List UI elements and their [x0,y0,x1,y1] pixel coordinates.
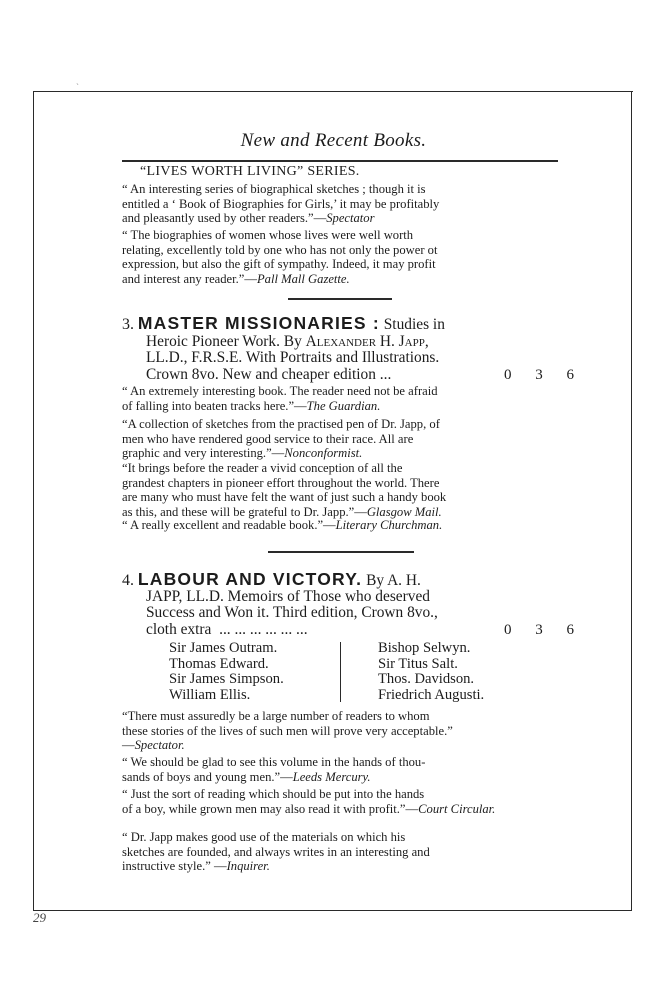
book4-quote-1 [122,709,498,753]
quote-source: Glasgow Mail. [366,504,442,519]
quote-line: “ A really excellent and readable book.”—Literary Churchman. [122,518,443,532]
quote-line: of falling into beaten tracks here.”—The Guardian. [122,398,381,413]
book4-line1 [122,570,421,590]
quote-line: “ An interesting series of biographical sketches ; though it is [122,182,426,196]
book4-dots: ... ... ... ... ... ... [219,621,308,638]
book3-subtitle-start: Studies in [383,316,445,333]
biography-name: Sir James Simpson. [169,671,284,687]
biography-name: Sir James Outram. [169,640,278,656]
series-title: “LIVES WORTH LIVING” SERIES. [140,164,360,179]
top-frame-rule [33,91,633,92]
page-number: 29 [33,910,46,925]
quote-line: sands of boys and young men.”—Leeds Mercury. [122,769,371,784]
quote-line: graphic and very interesting.”—Nonconformist. [122,446,363,461]
quote-line: “It brings before the reader a vivid conception of all the [122,461,403,475]
quote-source: Inquirer. [226,859,270,874]
quote-line: these stories of the lives of such men will prove very acceptable.” [122,723,453,738]
quote-line: “A collection of sketches from the practised pen of Dr. Japp, of [122,417,440,431]
quote-line: “There must assuredly be a large number of readers to whom [122,709,430,723]
section-divider-1 [288,298,392,300]
book3-quote-3 [122,461,498,519]
series-quote-1 [122,182,498,226]
book3-price: 0 3 6 [504,367,584,383]
biography-name: Sir Titus Salt. [378,655,458,672]
quote-line: “ Just the sort of reading which should be put into the hands [122,787,425,801]
quote-source: Spectator. [134,738,185,753]
quote-line: and pleasantly used by other readers.”—Spectator [122,211,375,226]
quote-line: sketches are founded, and always writes in an interesting and [122,844,430,859]
section-divider-2 [268,551,414,553]
quote-source: Pall Mall Gazette. [256,271,350,286]
quote-line: relating, excellently told by one who has not only the power ot [122,242,438,257]
quote-line: as this, and these will be grateful to Dr. Japp.”—Glasgow Mail. [122,504,442,519]
book3-line4: Crown 8vo. New and cheaper edition ... [146,366,392,383]
book3-dots: ... [379,366,392,383]
header-rule [122,160,558,162]
biography-name: Thomas Edward. [169,655,269,672]
book4-byline-start: By A. H. [366,572,421,589]
book3-quote-2 [122,417,498,461]
quote-line: “ Dr. Japp makes good use of the materials on which his [122,830,406,844]
quote-line: expression, but also the gift of sympathy. Indeed, it may profit [122,257,436,272]
book3-author: Alexander H. Japp, [305,333,429,350]
quote-source: Leeds Mercury. [292,769,371,784]
quote-line: and interest any reader.”—Pall Mall Gazette. [122,271,350,286]
quote-line: “ We should be glad to see this volume in the hands of thou- [122,755,426,769]
book4-price: 0 3 6 [504,622,584,638]
book3-quote-4 [122,518,498,533]
book3-line3: LL.D., F.R.S.E. With Portraits and Illustrations. [146,349,440,366]
left-frame-rule [33,91,34,911]
biography-name: William Ellis. [169,686,251,703]
book4-quote-3 [122,787,498,816]
quote-source: The Guardian. [306,398,381,413]
quote-source: Nonconformist. [284,446,363,461]
book4-names-left [169,641,284,703]
quote-line: grandest chapters in pioneer effort throughout the world. There [122,475,440,490]
names-column-divider [340,642,341,702]
quote-source: Literary Churchman. [335,518,443,532]
quote-line: entitled a ‘ Book of Biographies for Girls,’ it may be profitably [122,196,440,211]
quote-line: instructive style.” —Inquirer. [122,859,270,874]
biography-name: Friedrich Augusti. [378,686,485,703]
quote-line: of a boy, while grown men may also read it with profit.”—Court Circular. [122,801,496,816]
quote-line: “ The biographies of women whose lives were well worth [122,228,414,242]
biography-name: Thos. Davidson. [378,671,475,687]
quote-line: men who have rendered good service to their race. All are [122,431,414,446]
book4-title: LABOUR AND VICTORY. [137,569,363,589]
quote-line: “ An extremely interesting book. The reader need not be afraid [122,384,438,398]
book3-line1 [122,314,445,334]
quote-line: —Spectator. [122,738,185,753]
right-frame-rule [631,91,632,911]
biography-name: Bishop Selwyn. [378,640,471,656]
series-quote-2 [122,228,498,286]
quote-line: are many who must have felt the want of just such a handy book [122,490,447,505]
quote-source: Spectator [326,211,375,226]
book4-quote-2 [122,755,498,784]
book3-line2: Heroic Pioneer Work. By Alexander H. Japp, [146,333,429,350]
book4-number: 4. [122,572,134,589]
book4-line3: Success and Won it. Third edition, Crown 8vo., [146,604,438,621]
quote-source: Court Circular. [418,801,496,816]
page-header: New and Recent Books. [240,130,427,151]
book4-quote-4 [122,830,498,874]
book3-number: 3. [122,316,134,333]
bottom-frame-rule [33,910,631,911]
corner-mark: ˏ [76,75,79,85]
book4-line2: JAPP, LL.D. Memoirs of Those who deserved [146,588,430,605]
book4-line4: cloth extra ... ... ... ... ... ... [146,621,308,638]
book4-names-right [378,641,484,703]
book3-quote-1 [122,384,498,413]
book3-title: MASTER MISSIONARIES : [137,313,380,333]
